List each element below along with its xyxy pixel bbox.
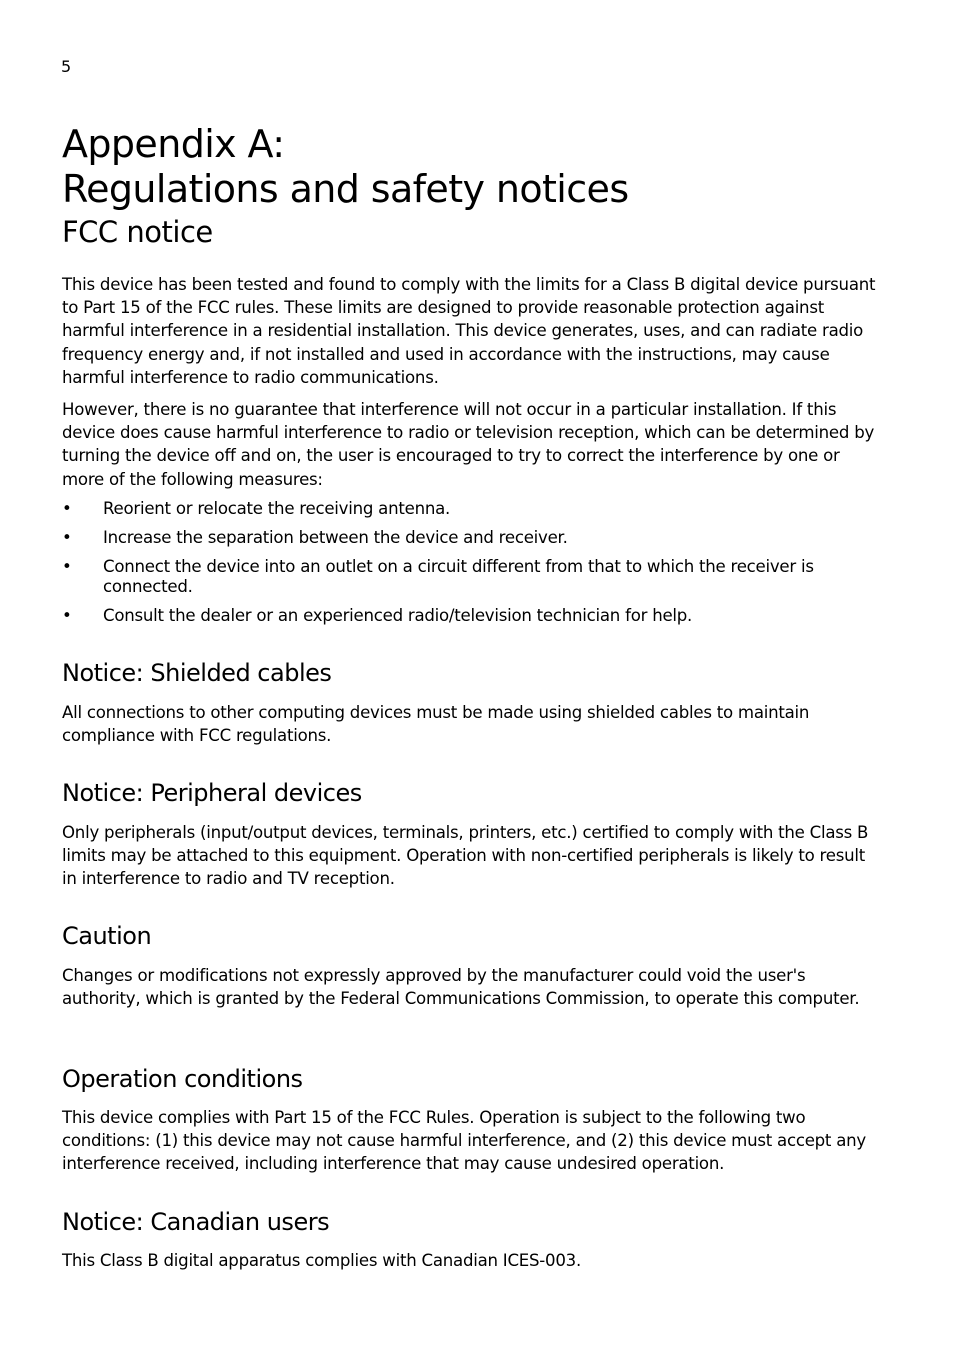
list-item	[62, 557, 877, 597]
page-number: 5	[61, 57, 72, 76]
operation-conditions-body: This device complies with Part 15 of the FCC Rules. Operation is subject to the following two conditions: (1) this device may not cause harmful interference, and (2) this device must accept any interference received, including interference that may cause undesired operation.	[62, 1108, 866, 1174]
canadian-users-heading: Notice: Canadian users	[62, 1208, 330, 1236]
fcc-notice-paragraph-1: This device has been tested and found to comply with the limits for a Class B digital device pursuant to Part 15 of the FCC rules. These limits are designed to provide reasonable protection against harmful interference in a residential installation. This device generates, uses, and can radiate radio frequency energy and, if not installed and used in accordance with the instructions, may cause harmful interference to radio communications.	[62, 275, 876, 387]
list-item	[62, 499, 877, 519]
canadian-users-body: This Class B digital apparatus complies with Canadian ICES-003.	[62, 1251, 581, 1270]
page-title-line-2: Regulations and safety notices	[62, 167, 629, 211]
list-item	[62, 606, 877, 626]
list-item-text: Connect the device into an outlet on a circuit different from that to which the receiver is connected.	[103, 557, 814, 596]
shielded-cables-heading: Notice: Shielded cables	[62, 659, 332, 687]
list-item-text: Consult the dealer or an experienced radio/television technician for help.	[103, 606, 693, 625]
interference-measures-list	[62, 499, 877, 635]
fcc-notice-heading: FCC notice	[62, 215, 213, 249]
caution-body: Changes or modifications not expressly approved by the manufacturer could void the user's authority, which is granted by the Federal Communications Commission, to operate this computer.	[62, 966, 860, 1009]
list-item	[62, 528, 877, 548]
shielded-cables-body: All connections to other computing devices must be made using shielded cables to maintain compliance with FCC regulations.	[62, 703, 810, 746]
peripheral-devices-heading: Notice: Peripheral devices	[62, 779, 362, 807]
list-item-text: Increase the separation between the device and receiver.	[103, 528, 568, 547]
bullet-icon: •	[62, 557, 72, 576]
bullet-icon: •	[62, 606, 72, 625]
page-title-line-1: Appendix A:	[62, 122, 285, 166]
list-item-text: Reorient or relocate the receiving antenna.	[103, 499, 451, 518]
page-title	[62, 122, 877, 212]
bullet-icon: •	[62, 499, 72, 518]
peripheral-devices-body: Only peripherals (input/output devices, terminals, printers, etc.) certified to comply with the Class B limits may be attached to this equipment. Operation with non-certified peripherals is likely to result in interference to radio and TV reception.	[62, 823, 869, 889]
bullet-icon: •	[62, 528, 72, 547]
fcc-notice-paragraph-2: However, there is no guarantee that interference will not occur in a particular installation. If this device does cause harmful interference to radio or television reception, which can be determined by turning the device off and on, the user is encouraged to try to correct the interference by one or more of the following measures:	[62, 400, 875, 489]
caution-heading: Caution	[62, 922, 152, 950]
operation-conditions-heading: Operation conditions	[62, 1065, 303, 1093]
